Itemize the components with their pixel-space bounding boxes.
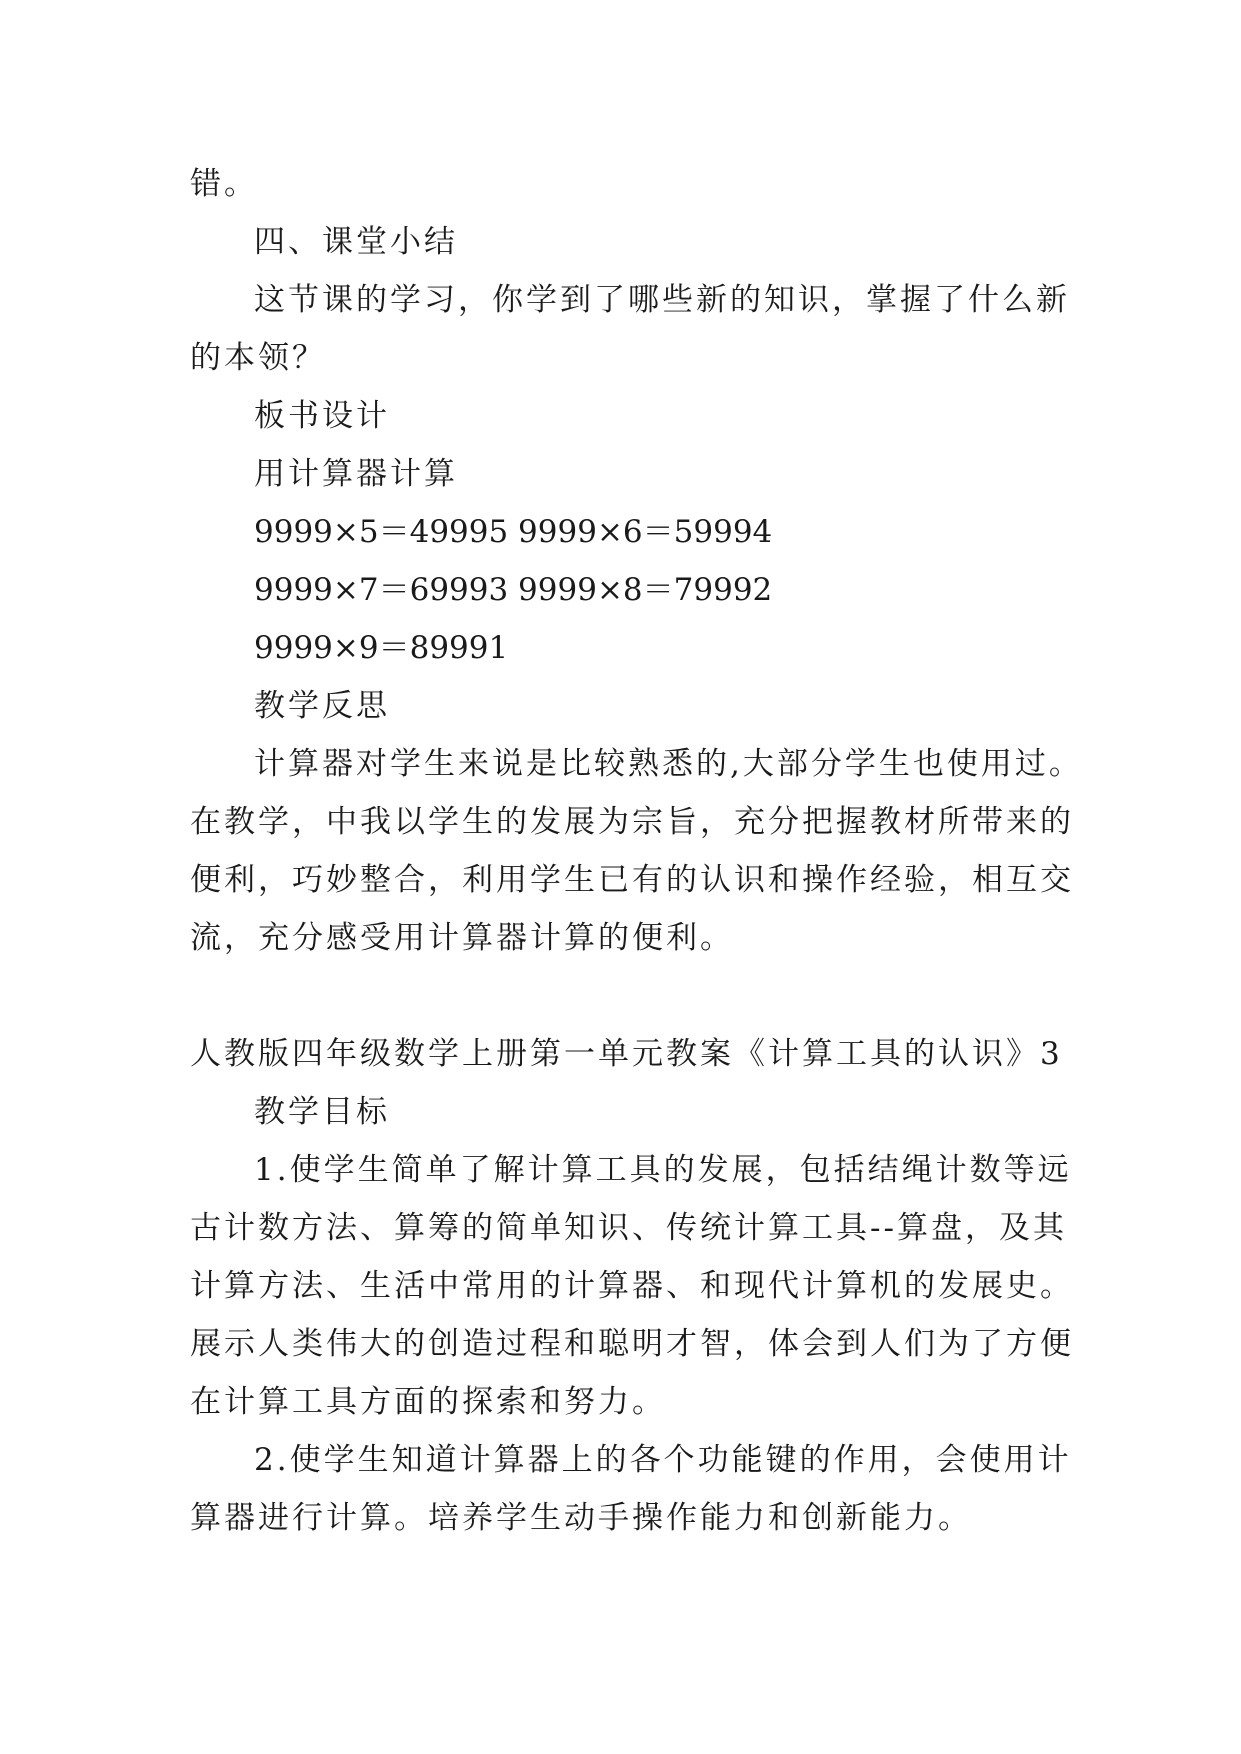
board-title: 用计算器计算 <box>254 456 458 492</box>
paragraph-line: 在教学，中我以学生的发展为宗旨，充分把握教材所带来的 <box>190 804 1074 840</box>
section-heading: 板书设计 <box>254 398 390 434</box>
document-title: 人教版四年级数学上册第一单元教案《计算工具的认识》3 <box>190 1036 1063 1072</box>
paragraph-line: 展示人类伟大的创造过程和聪明才智，体会到人们为了方便 <box>190 1326 1074 1362</box>
section-heading: 四、课堂小结 <box>254 224 458 260</box>
section-heading: 教学目标 <box>254 1094 390 1130</box>
equation-line: 9999×9＝89991 <box>254 630 509 666</box>
paragraph-line: 的本领？ <box>190 340 326 376</box>
paragraph-line: 计算器对学生来说是比较熟悉的,大部分学生也使用过。 <box>254 746 1083 782</box>
equation-line: 9999×5＝49995 9999×6＝59994 <box>254 514 773 550</box>
paragraph-line: 便利，巧妙整合，利用学生已有的认识和操作经验，相互交 <box>190 862 1074 898</box>
paragraph-line: 古计数方法、算筹的简单知识、传统计算工具--算盘，及其 <box>190 1210 1067 1246</box>
paragraph-line: 2.使学生知道计算器上的各个功能键的作用，会使用计 <box>254 1442 1072 1478</box>
equation-line: 9999×7＝69993 9999×8＝79992 <box>254 572 773 608</box>
paragraph-line: 在计算工具方面的探索和努力。 <box>190 1384 666 1420</box>
paragraph-line: 这节课的学习，你学到了哪些新的知识，掌握了什么新 <box>254 282 1070 318</box>
section-heading: 教学反思 <box>254 688 390 724</box>
paragraph-line: 流，充分感受用计算器计算的便利。 <box>190 920 734 956</box>
paragraph-line: 算器进行计算。培养学生动手操作能力和创新能力。 <box>190 1500 972 1536</box>
paragraph-line: 1.使学生简单了解计算工具的发展，包括结绳计数等远 <box>254 1152 1072 1188</box>
paragraph-line: 错。 <box>190 166 258 202</box>
paragraph-line: 计算方法、生活中常用的计算器、和现代计算机的发展史。 <box>190 1268 1074 1304</box>
